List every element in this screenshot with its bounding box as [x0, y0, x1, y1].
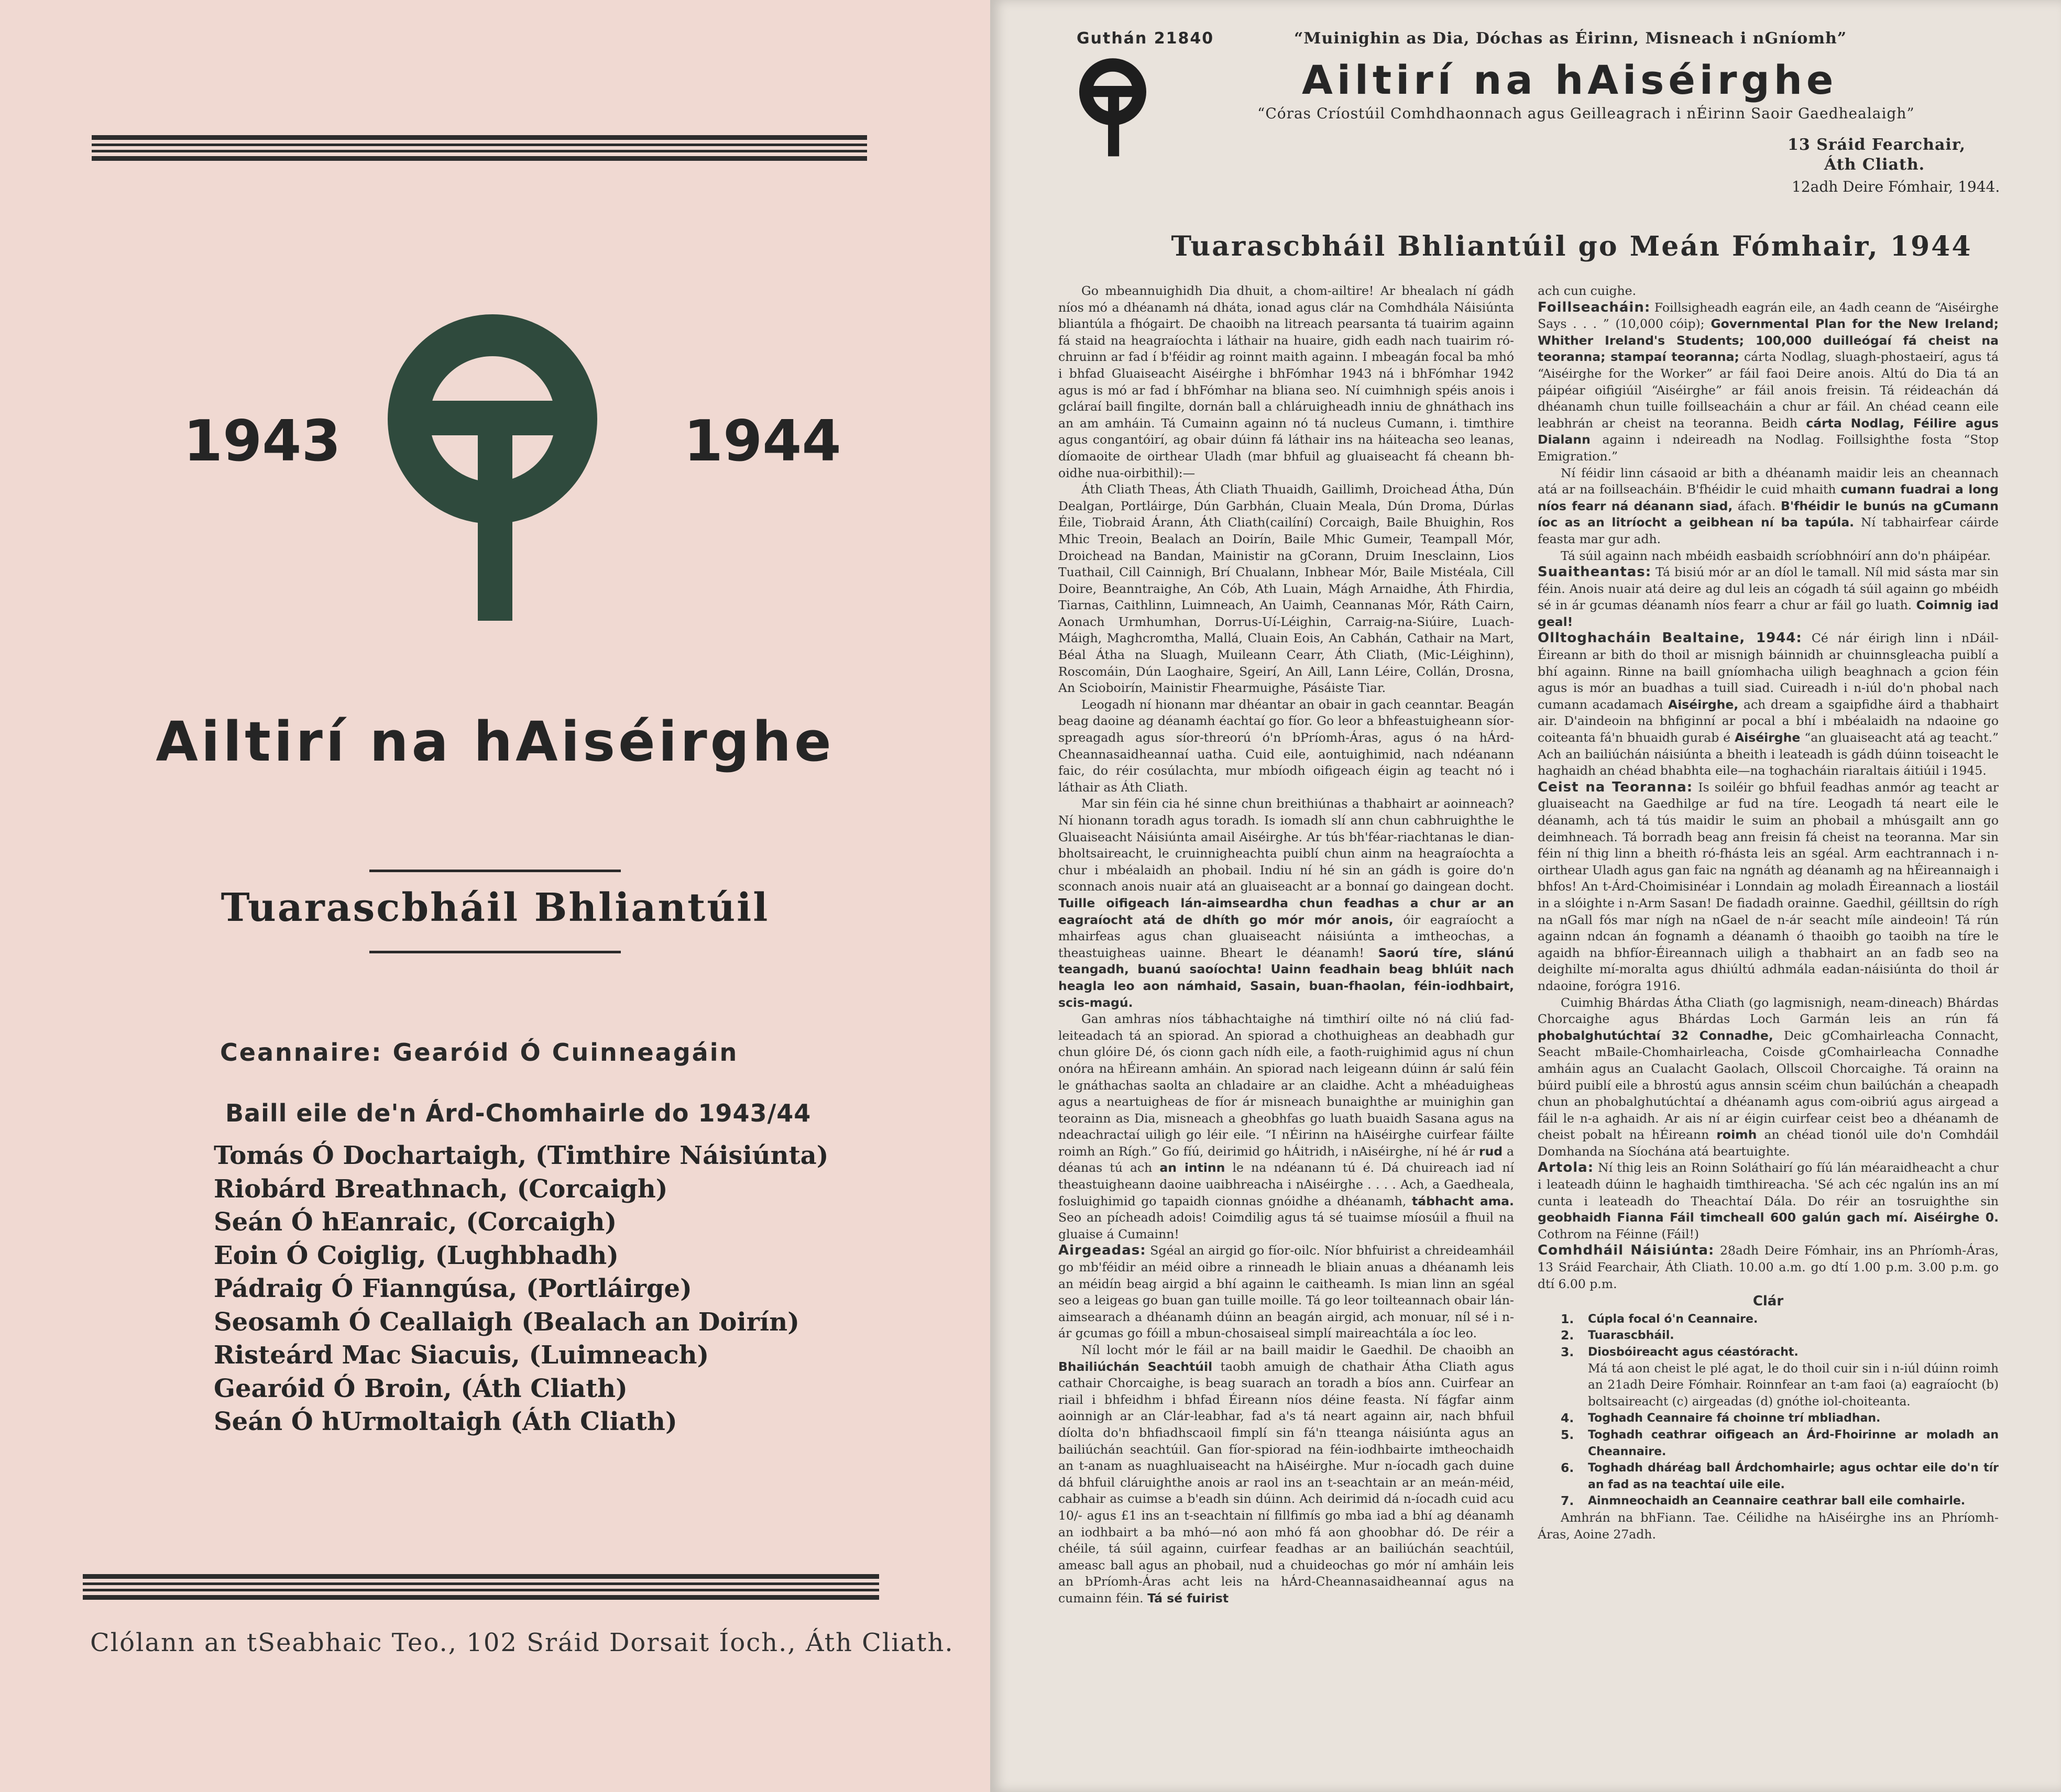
- section-label: Foillseacháin:: [1538, 299, 1651, 315]
- report-column-left: Go mbeannuighidh Dia dhuit, a chom-ailtire! Ar bhealach ní gádh níos mó a dhéanamh ná dháta, ionad agus clár na Comhdhála Náisiúnta bliantúla a fhógairt. De chaoibh na litreach pearsanta tá tuairim againn fá staid na heagraíochta i láthair na huaire, gidh eadh nach tuairim ró-chruinn ar fad í b'féidir ag roinnt maith againn. I mbeagán focal ba mhó i bhfad Gluaiseacht Aiséirghe i bhFómhar 1943 ná i bhFómhar 1942 agus is mó ar fad í bhFómhar na bliana seo. Ní cuimhnigh spéis anois i gcláraí baill fingilte, dornán ball a chláruigheadh inniu de ghnáthach ins an am amháin. Tá Cumainn againn nó tá nucleus Cumann, i. timthire agus congantóirí, ag obair dúinn fá láthair ins na háiteacha seo leanas, díomaoite de oirthear Uladh (mar bhfuil ag gluaiseacht fá cheann bh-oidhe nua-oirbithil):— Áth Cliath Theas, Áth Cliath Thuaidh, Gaillimh, Droichead Átha, Dún Dealgan, Portláirge, Dún Garbhán, Cluain Meala, Dún Droma, Dúrlas Éile, Tiobraid Árann, Áth Cliath(cailíní) Corcaigh, Baile Bhuighin, Ros Mhic Treoin, Bealach an Doirín, Baile Mhic Gumeir, Teampall Mór, Droichead na Bandan, Mainistir na gCorann, Druim Inesclainn, Lios Tuathail, Cill Cainnigh, Brí Chualann, Inbhear Mór, Baile Mistéala, Cill Doire, Beanntraighe, An Cób, Ath Luain, Mágh Arnaidhe, Áth Fhirdia, Tiarnas, Caithlinn, Luimneach, An Uaimh, Ceannanas Mór, Ráth Cairn, Aonach Urmhumhan, Dorrus-Uí-Léighin, Carraig-na-Siúire, Luach-Máigh, Maghcromtha, Mallá, Cluain Eois, An Cabhán, Cathair na Mart, Béal Átha na Sluagh, Muileann Cearr, Áth Cliath, (Mic-Léighinn), Roscomáin, Dún Laoghaire, Sgeirí, An Aill, Lann Léire, Collán, Drosna, An Scioboirín, Mainistir Fhearmuighe, Pásáiste Tiar. Leogadh ní hionann mar dhéantar an obair in gach ceanntar. Beagán beag daoine ag déanamh éachtaí go fíor. Go leor a bhfeastuigheann síor-spreagadh agus síor-threorú ó'n bPríomh-Áras, agus ó na hÁrd-Cheannasaidheannaí uatha. Cuid eile, aontuighimid, nach ndéanann faic, do réir cosúlachta, mur mbíodh oifigeach éigin ag teacht nó i láthair as Áth Cliath. Mar sin féin cia hé sinne chun breithiúnas a thabhairt ar aoinneach? Ní hionann toradh agus toradh. Is iomadh slí ann chun cabhruighthe le Gluaiseacht Náisiúnta amail Aiséirghe. Ar tús bh'féar-riachtanas le dian-bholtsaireacht, le cruinnigheachta puiblí chun ainm na heagraíochta a chur i mbéalaidh an phobail. Indiu ní hé sin an gádh is goire do'n sconnach anois nuair atá an gluaiseacht ar a bonnaí go daingean docht. Tuille oifigeach lán-aimseardha chun feadhas a chur ar an eagraíocht atá de dhíth go mór mór anois, óir eagraíocht a mhairfeas agus chan gluaiseacht náisiúnta a imtheochas, a theastuigheas uainne. Bheart le déanamh! Saorú tíre, slánú teangadh, buanú saoíochta! Uainn feadhain beag bhlúit nach heagla leo aon námhaid, Sasain, buan-fhaolan, féin-iodhbairt, scis-magú. Gan amhras níos tábhachtaighe ná timthirí oilte nó ná cliú fad-leiteadach tá an spiorad. An spiorad a chothuigheas an deabhadh gur chun glóire Dé, ós cionn gach nídh eile, a faoth-ruighimid agus ní chun onóra na hÉireann amháin. An spiorad nach leigeann dúinn ár salú féin le gnáthachas saolta an chladaire ar an claidhe. Acht a mhéaduigheas agus a neartuigheas de fíor ár misneach bunaighthe ar muinighin gan teorainn as Dia, misneach a gheobhfas go luath buaidh Sasana agus na ndeachractaí uiligh go léir eile. “I nÉirinn na hAiséirghe cuirfear fáilte roimh an Rígh.” Go fíú, deirimid go hÁitridh, i nAiséirghe, ní hé ár rud a déanas tú ach an intinn le na ndéanann tú é. Dá chuireach iad ní theastuigheann daoine uaibhreacha i nAiséirghe . . . . Ach, a Gaedheala, fosluighimid go tapaidh cionnas gnóidhe a dhéanamh, tábhacht ama. Seo an pícheadh adois! Coimdilig agus tá sé tuaimse míosúil a fhuil na gluaise á Cumainn! Airgeadas: Sgéal an airgid go fíor-oilc. Níor bhfuirist a chreideamháil go mb'féidir an méid oibre a rinneadh le bliain anuas a dhéanamh leis an méidín beag airgid a bhí againn le caitheamh. Is mian linn an sgéal seo a leigeas go buan gan tuille moille. Tá go leor toilteannach obair lán-aimsearach a dhéanamh dúinn an beagán airgid, ach monuar, níl sé i n-ár gcumas go fóill a mbun-chosaiseal simplí maireachtála a íoc leo. Níl locht mór le fáil ar na baill maidir le Gaedhil. De chaoibh an Bhailiúchán Seachtúil taobh amuigh de chathair Átha Cliath agus cathair Chorcaighe, is beag suarach an toradh a bíos ann. Cuirfear an riail i bhfeidhm i bhfad Éireann níos déine feasta. Ní fágfar ainm aoinnigh ar an Clár-leabhar, fad a's tá neart againn air, nach bhfuil díolta do'n bhfiadhscaoil fimplí sin fá'n tteanga náisiúnta agus an bailiúchán seachtúil. Gan fíor-spiorad na féin-iodhbairte imtheochaidh an t-anam as nuaghluaiseacht na hAiséirghe. Mur n-íocadh gach duine dá bhfuil cláruighthe anois ar raol ins an t-seachtain ar an meán-méid, cabhair as cuimse a b'eadh sin dúinn. Ach deirimid dá n-íocadh cuid acu 10/- agus £1 ins an t-seachtain ní fillfimís go mba iad a bhí ag déanamh an iodhbairt a ba mhó—nó aon mhó fá aon ghoobhar dó. De réir a chéile, tá súil againn, cuirfear feadhas ar an bailiúchán seachtúil, ameasc ball agus an phobail, nud a chuideochas go mór ní amháin leis an bPríomh-Áras acht leis na hÁrd-Cheannasaidheannaí agus na cumainn féin. Tá sé fuirist: [1058, 283, 1514, 1776]
- paragraph: Gan amhras níos tábhachtaighe ná timthirí oilte nó ná cliú fad-leiteadach tá an spiorad. An spiorad a chothuigheas an deabhadh gur chun glóire Dé, ós cionn gach nídh eile, a faoth-ruighimid agus ní chun onóra na hÉireann amháin. An spiorad nach leigeann dúinn ár salú féin le gnáthachas saolta an chladaire ar an claidhe. Acht a mhéaduigheas agus a neartuigheas de fíor ár misneach bunaighthe ar muinighin gan teorainn as Dia, misneach a gheobhfas go luath buaidh Sasana agus na ndeachractaí uiligh go léir eile. “I nÉirinn na hAiséirghe cuirfear fáilte roimh an Rígh.” Go fíú, deirimid go hÁitridh, i nAiséirghe, ní hé ár rud a déanas tú ach an intinn le na ndéanann tú é. Dá chuireach iad ní theastuigheann daoine uaibhreacha i nAiséirghe . . . . Ach, a Gaedheala, fosluighimid go tapaidh cionnas gnóidhe a dhéanamh, tábhacht ama. Seo an pícheadh adois! Coimdilig agus tá sé tuaimse míosúil a fhuil na gluaise á Cumainn!: [1058, 1012, 1514, 1241]
- agenda-item: 1. Cúpla focal ó'n Ceannaire.: [1561, 1311, 1758, 1326]
- agenda-list: [1538, 1311, 1999, 1510]
- bottom-rule: [83, 1574, 879, 1603]
- motto: “Muinighin as Dia, Dóchas as Éirinn, Misneach i nGníomh”: [1294, 29, 1847, 48]
- top-rule: [92, 135, 867, 164]
- phone-number: Guthán 21840: [1077, 29, 1214, 48]
- year-end: 1944: [684, 409, 841, 474]
- printer-imprint: Clólann an tSeabhaic Teo., 102 Sráid Dorsait Íoch., Áth Cliath.: [90, 1628, 954, 1657]
- letter-date: 12adh Deire Fómhair, 1944.: [1792, 178, 2000, 195]
- section-label: Olltoghacháin Bealtaine, 1944:: [1538, 630, 1802, 646]
- paragraph: Tá súil againn nach mbéidh easbaidh scríobhnóirí ann do'n pháipéar.: [1561, 548, 1991, 563]
- agenda-item: 6. Toghadh dháréag ball Árdchomhairle; agus ochtar eile do'n tír an fad as na teachtaí uile eile.: [1561, 1460, 1999, 1491]
- cover-page: [0, 0, 990, 1792]
- agenda-item: 3. Diosbóireacht agus céastóracht. Má tá aon cheist le plé agat, le do thoil cuir sin i n-iúl dúinn roimh an 21adh Deire Fómhair. Roinnfear an t-am faoi (a) eagraíocht (b) boltsaireacht (c) airgeadas (d) gnóthe iol-choiteanta.: [1561, 1345, 1999, 1409]
- subtitle-rule-top: [369, 870, 621, 872]
- paragraph: Go mbeannuighidh Dia dhuit, a chom-ailtire! Ar bhealach ní gádh níos mó a dhéanamh ná dháta, ionad agus clár na Comhdhála Náisiúnta bliantúla a fhógairt. De chaoibh na litreach pearsanta tá tuairim againn fá staid na heagraíochta i láthair na huaire, gidh eadh nach tuairim ró-chruinn ar fad í b'féidir ag roinnt maith againn. I mbeagán focal ba mhó i bhfad Gluaiseacht Aiséirghe i bhFómhar 1943 ná i bhFómhar 1942 agus is mó ar fad í bhFómhar na bliana seo. Ní cuimhnigh spéis anois i gcláraí baill fingilte, dornán ball a chláruigheadh inniu de ghnáthach ins an am amháin. Tá Cumainn againn nó tá nucleus Cumann, i. timthire agus congantóirí, ag obair dúinn fá láthair ins na háiteacha seo leanas, díomaoite de oirthear Uladh (mar bhfuil ag gluaiseacht fá cheann bh-oidhe nua-oirbithil):—: [1058, 283, 1514, 480]
- agenda-item: 7. Ainmneochaidh an Ceannaire ceathrar ball eile comhairle.: [1561, 1493, 1966, 1509]
- paragraph: Ní féidir linn cásaoid ar bith a dhéanamh maidir leis an cheannach atá ar na foillseacháin. B'fhéidir le cuid mhaith cumann fuadrai a long níos fearr ná déanann siad, áfach. B'fhéidir le bunús na gCumann íoc as an litríocht a geibhean ní ba tapúla. Ní tabhairfear cáirde feasta mar gur adh.: [1538, 465, 1999, 546]
- council-member: Risteárd Mac Siacuis, (Luimneach): [214, 1340, 709, 1370]
- letterhead-tagline: “Córas Críostúil Comhdhaonnach agus Geilleagrach i nÉirinn Saoir Gaedhealaigh”: [1257, 105, 1915, 122]
- closing-paragraph: Amhrán na bhFiann. Tae. Céilidhe na hAiséirghe ins an Phríomh-Áras, Aoine 27adh.: [1538, 1510, 1999, 1542]
- council-member: Riobárd Breathnach, (Corcaigh): [214, 1174, 668, 1204]
- cover-title: Ailtirí na hAiséirghe: [156, 710, 835, 774]
- letterhead-title: Ailtirí na hAiséirghe: [1302, 57, 1838, 103]
- council-member: Seán Ó hEanraic, (Corcaigh): [214, 1207, 617, 1237]
- section-label: Artola:: [1538, 1160, 1594, 1176]
- paragraph: Leogadh ní hionann mar dhéantar an obair in gach ceanntar. Beagán beag daoine ag déanamh éachtaí go fíor. Go leor a bhfeastuigheann síor-spreagadh agus síor-threorú ó'n bPríomh-Áras, agus ó na hÁrd-Cheannasaidheannaí uatha. Cuid eile, aontuighimid, nach ndéanann faic, do réir cosúlachta, mur mbíodh oifigeach éigin ag teacht nó i láthair as Áth Cliath.: [1058, 697, 1514, 795]
- council-member: Eoin Ó Coiglig, (Lughbhadh): [214, 1240, 619, 1270]
- leader-line: Ceannaire: Gearóid Ó Cuinneagáin: [220, 1038, 739, 1067]
- council-member: Gearóid Ó Broin, (Áth Cliath): [214, 1373, 628, 1403]
- address-line: 13 Sráid Fearchair,: [1788, 136, 1966, 154]
- council-member: Seosamh Ó Ceallaigh (Bealach an Doirín): [214, 1307, 799, 1337]
- paragraph-continuation: ach cun cuighe.: [1538, 283, 1637, 298]
- report-heading: Tuarascbháil Bhliantúil go Meán Fómhair, 1944: [1171, 230, 1972, 262]
- address-line: Áth Cliath.: [1824, 156, 1925, 174]
- report-column-right: ach cun cuighe. Foillseacháin: Foillsigheadh eagrán eile, an 4adh ceann de “Aiséirghe Says . . . ” (10,000 cóip); Governmental Plan for the New Ireland; Whither Ireland's Students; 100,000 duilleógaí fá cheist na teoranna; stampaí teoranna; cárta Nodlag, sluagh-phostaeirí, agus tá “Aiséirghe for the Worker” ar fáil faoi Deire anois. Altú do Dia tá an páipéar oifigiúil “Aiséirghe” ar fáil anois freisin. Tá réideachán dá dhéanamh chun tuille foillseacháin a chur ar fáil. An chéad ceann eile leabhrán ar cheist na teoranna. Beidh cárta Nodlag, Féilire agus Dialann againn i ndeireadh na Nodlag. Foillsighthe fosta “Stop Emigration.” Ní féidir linn cásaoid ar bith a dhéanamh maidir leis an cheannach atá ar na foillseacháin. B'fhéidir le cuid mhaith cumann fuadrai a long níos fearr ná déanann siad, áfach. B'fhéidir le bunús na gCumann íoc as an litríocht a geibhean ní ba tapúla. Ní tabhairfear cáirde feasta mar gur adh. Tá súil againn nach mbéidh easbaidh scríobhnóirí ann do'n pháipéar. Suaitheantas: Tá bisiú mór ar an díol le tamall. Níl mid sásta mar sin féin. Anois nuair atá deire ag dul leis an cógadh tá súil againn go mbéidh sé in ár gcumas déanamh níos fearr a chur ar fáil go luath. Coimnig iad geal! Olltoghacháin Bealtaine, 1944: Cé nár éirigh linn i nDáil-Éireann ar bith do thoil ar misnigh báinnidh ar chuinnsgleacha puiblí a bhí againn. Rinne na baill gníomhacha uiligh beaghnach a gcion féin agus is mór an buadhas a tuill siad. Cuireadh i n-iúl do'n phobal nach cumann acadamach Aiséirghe, ach dream a sgaipfidhe áird a thabhairt air. D'aindeoin na bhfiginní ar pocal a bhí i mbéalaidh na ndaoine go coiteanta fá'n bhuaidh gurab é Aiséirghe “an gluaiseacht atá ag teacht.” Ach an bailiúchán náisiúnta a bheith i leateadh is gádh dúinn toiseacht le haghaidh an chéad bhabhta eile—na toghacháin riaraltais áitiúil i 1945. Ceist na Teoranna: Is soiléir go bhfuil feadhas anmór ag teacht ar gluaiseacht na Gaedhilge ar fud na tíre. Leogadh tá neart eile le déanamh, ach tá tús maidir le suim an phobail a mhúsgailt ann go deimhneach. Tá borradh beag ann freisin fá cheist na teoranna. Mar sin féin ní thig linn a bheith ró-fhásta leis an sgéal. Arm eachtrannach i n-oirthear Uladh agus gan faic na ngnáth ag déanamh ag na hÉireannaigh i bhfos! An t-Árd-Choimisinéar i Lonndain ag moladh Éireannach a liostáil in a slóighte i n-Arm Sasan! De fiadadh orainne. Gaedhil, géilltsin do rígh na nGall fós mar nígh na nGael de n-ár seacht míle aindeoin! Tá rún againn ndcan án fognamh a déanamh ó thaoibh go taoibh na tíre le agaidh na bhfíor-Éireannach uiligh a thabhairt an an fadb seo na deighilte mí-moralta agus dhiúltú adhmála eadan-náisiúnta do thoil ár ndaoine, forógra 1916. Cuimhig Bhárdas Átha Cliath (go lagmisnigh, neam-dineach) Bhárdas Chorcaighe agus Bhárdas Loch Garmán leis an rún fá phobalghutúchtaí 32 Connadhe, Deic gComhairleacha Connacht, Seacht mBaile-Chomhairleacha, Coisde gComhairleacha Connadhe amháin agus an Cualacht Gaolach, Ollscoil Chorcaighe. Tá orainn na búird puiblí eile a bhrostú agus annsin scéim chun bailúchán a cheapadh chun an phobalghutúchtaí a dhéanamh agus com-oibriú agus airgead a fáil le n-a aghaidh. Ar ais ní ar éigin cuirfear ceist beo a dhéanamh de cheist pobalt na hÉireann roimh an chéad tionól uile do'n Comhdáil Domhanda na Síochána atá beartuighte. Artola: Ní thig leis an Roinn Soláthairí go fíú lán méaraidheacht a chur i leateadh dúinn le haghaidh timthireacha. 'Sé ach céc ngalún ins an mí cunta i leateadh do Theachtaí Dála. Do réir an tosruighthe sin geobhaidh Fianna Fáil timcheall 600 galún gach mí. Aiséirghe 0. Cothrom na Féinne (Fáil!) Comhdháil Náisiúnta: 28adh Deire Fómhair, ins an Phríomh-Áras, 13 Sráid Fearchair, Áth Cliath. 10.00 a.m. go dtí 1.00 p.m. 3.00 p.m. go dtí 6.00 p.m. Clár 1. Cúpla focal ó'n Ceannaire. 2. Tuarascbháil. 3. Diosbóireacht agus céastóracht. Má tá aon cheist le plé agat, le do thoil cuir sin i n-iúl dúinn roimh an 21adh Deire Fómhair. Roinnfear an t-am faoi (a) eagraíocht (b) boltsaireacht (c) airgeadas (d) gnóthe iol-choiteanta. 4. Toghadh Ceannaire fá choinne trí mbliadhan. 5. Toghadh ceathrar oifigeach an Árd-Fhoirinne ar moladh an Cheannaire. 6. Toghadh dháréag ball Árdchomhairle; agus ochtar eile do'n tír an fad as na teachtaí uile eile. 7. Ainmneochaidh an Ceannaire ceathrar ball eile comhairle. Amhrán na bhFiann. Tae. Céilidhe na hAiséirghe ins an Phríomh-Áras, Aoine 27adh.: [1538, 283, 1999, 1776]
- paragraph: Mar sin féin cia hé sinne chun breithiúnas a thabhairt ar aoinneach? Ní hionann toradh agus toradh. Is iomadh slí ann chun cabhruighthe le Gluaiseacht Náisiúnta amail Aiséirghe. Ar tús bh'féar-riachtanas le dian-bholtsaireacht, le cruinnigheachta puiblí chun ainm na heagraíochta a chur i mbéalaidh an phobail. Indiu ní hé sin an gádh is goire do'n sconnach anois nuair atá an gluaiseacht ar a bonnaí go daingean docht. Tuille oifigeach lán-aimseardha chun feadhas a chur ar an eagraíocht atá de dhíth go mór mór anois, óir eagraíocht a mhairfeas agus chan gluaiseacht náisiúnta a imtheochas, a theastuigheas uainne. Bheart le déanamh! Saorú tíre, slánú teangadh, buanú saoíochta! Uainn feadhain beag bhlúit nach heagla leo aon námhaid, Sasain, buan-fhaolan, féin-iodhbairt, scis-magú.: [1058, 796, 1514, 1010]
- council-member: Seán Ó hUrmoltaigh (Áth Cliath): [214, 1407, 677, 1436]
- agenda-item: 2. Tuarascbháil.: [1561, 1328, 1674, 1343]
- paragraph: Cuimhig Bhárdas Átha Cliath (go lagmisnigh, neam-dineach) Bhárdas Chorcaighe agus Bhárdas Loch Garmán leis an rún fá phobalghutúchtaí 32 Connadhe, Deic gComhairleacha Connacht, Seacht mBaile-Chomhairleacha, Coisde gComhairleacha Connadhe amháin agus an Cualacht Gaolach, Ollscoil Chorcaighe. Tá orainn na búird puiblí eile a bhrostú agus annsin scéim chun bailúchán a cheapadh chun an phobalghutúchtaí a dhéanamh agus com-oibriú agus airgead a fáil le n-a aghaidh. Ar ais ní ar éigin cuirfear ceist beo a dhéanamh de cheist pobalt na hÉireann roimh an chéad tionól uile do'n Comhdáil Domhanda na Síochána atá beartuighte.: [1538, 995, 1999, 1159]
- agenda-title: Clár: [1752, 1293, 1784, 1310]
- section-label: Comhdháil Náisiúnta:: [1538, 1243, 1715, 1259]
- agenda-item: 4. Toghadh Ceannaire fá choinne trí mbliadhan.: [1561, 1411, 1881, 1426]
- letterhead-address: [1788, 135, 1966, 175]
- subtitle-rule-bottom: [369, 951, 621, 953]
- section-label: Suaitheantas:: [1538, 564, 1652, 580]
- council-member: Pádraig Ó Fianngúsa, (Portláirge): [214, 1274, 692, 1303]
- section-label: Ceist na Teoranna:: [1538, 779, 1693, 795]
- cover-subtitle: Tuarascbháil Bhliantúil: [221, 885, 770, 930]
- council-member-list: [214, 1139, 828, 1439]
- section-label: Airgeadas:: [1058, 1243, 1146, 1259]
- council-member: Tomás Ó Dochartaigh, (Timthire Náisiúnta): [214, 1141, 829, 1170]
- council-heading: Baill eile de'n Árd-Chomhairle do 1943/44: [225, 1099, 812, 1127]
- aiseirghe-emblem-logo: [382, 309, 602, 623]
- aiseirghe-emblem-small-logo: [1071, 57, 1155, 157]
- paragraph: Níl locht mór le fáil ar na baill maidir le Gaedhil. De chaoibh an Bhailiúchán Seachtúil taobh amuigh de chathair Átha Cliath agus cathair Chorcaighe, is beag suarach an toradh a bíos ann. Cuirfear an riail i bhfeidhm i bhfad Éireann níos déine feasta. Ní fágfar ainm aoinnigh ar an Clár-leabhar, fad a's tá neart againn air, nach bhfuil díolta do'n bhfiadhscaoil fimplí sin fá'n tteanga náisiúnta agus an bailiúchán seachtúil. Gan fíor-spiorad na féin-iodhbairte imtheochaidh an t-anam as nuaghluaiseacht na hAiséirghe. Mur n-íocadh gach duine dá bhfuil cláruighthe anois ar raol ins an t-seachtain ar an meán-méid, cabhair as cuimse a b'eadh sin dúinn. Ach deirimid dá n-íocadh cuid acu 10/- agus £1 ins an t-seachtain ní fillfimís go mba iad a bhí ag déanamh an iodhbairt a ba mhó—nó aon mhó fá aon ghoobhar dó. De réir a chéile, tá súil againn, cuirfear feadhas ar an bailiúchán seachtúil, ameasc ball agus an phobail, nud a chuideochas go mór ní amháin leis an bPríomh-Áras acht leis na hÁrd-Cheannasaidheannaí agus na cumainn féin. Tá sé fuirist: [1058, 1343, 1514, 1606]
- agenda-item: 5. Toghadh ceathrar oifigeach an Árd-Fhoirinne ar moladh an Cheannaire.: [1561, 1427, 1999, 1458]
- branch-list-paragraph: Áth Cliath Theas, Áth Cliath Thuaidh, Gaillimh, Droichead Átha, Dún Dealgan, Portláirge, Dún Garbhán, Cluain Meala, Dún Droma, Dúrlas Éile, Tiobraid Árann, Áth Cliath(cailíní) Corcaigh, Baile Bhuighin, Ros Mhic Treoin, Bealach an Doirín, Baile Mhic Gumeir, Teampall Mór, Droichead na Bandan, Mainistir na gCorann, Druim Inesclainn, Lios Tuathail, Cill Cainnigh, Brí Chualann, Inbhear Mór, Baile Mistéala, Cill Doire, Beanntraighe, An Cób, Ath Luain, Mágh Arnaidhe, Áth Fhirdia, Tiarnas, Caithlinn, Luimneach, An Uaimh, Ceannanas Mór, Ráth Cairn, Aonach Urmhumhan, Dorrus-Uí-Léighin, Carraig-na-Siúire, Luach-Máigh, Maghcromtha, Mallá, Cluain Eois, An Cabhán, Cathair na Mart, Béal Átha na Sluagh, Muileann Cearr, Áth Cliath, (Mic-Léighinn), Roscomáin, Dún Laoghaire, Sgeirí, An Aill, Lann Léire, Collán, Drosna, An Scioboirín, Mainistir Fhearmuighe, Pásáiste Tiar.: [1058, 482, 1514, 696]
- year-start: 1943: [183, 409, 341, 474]
